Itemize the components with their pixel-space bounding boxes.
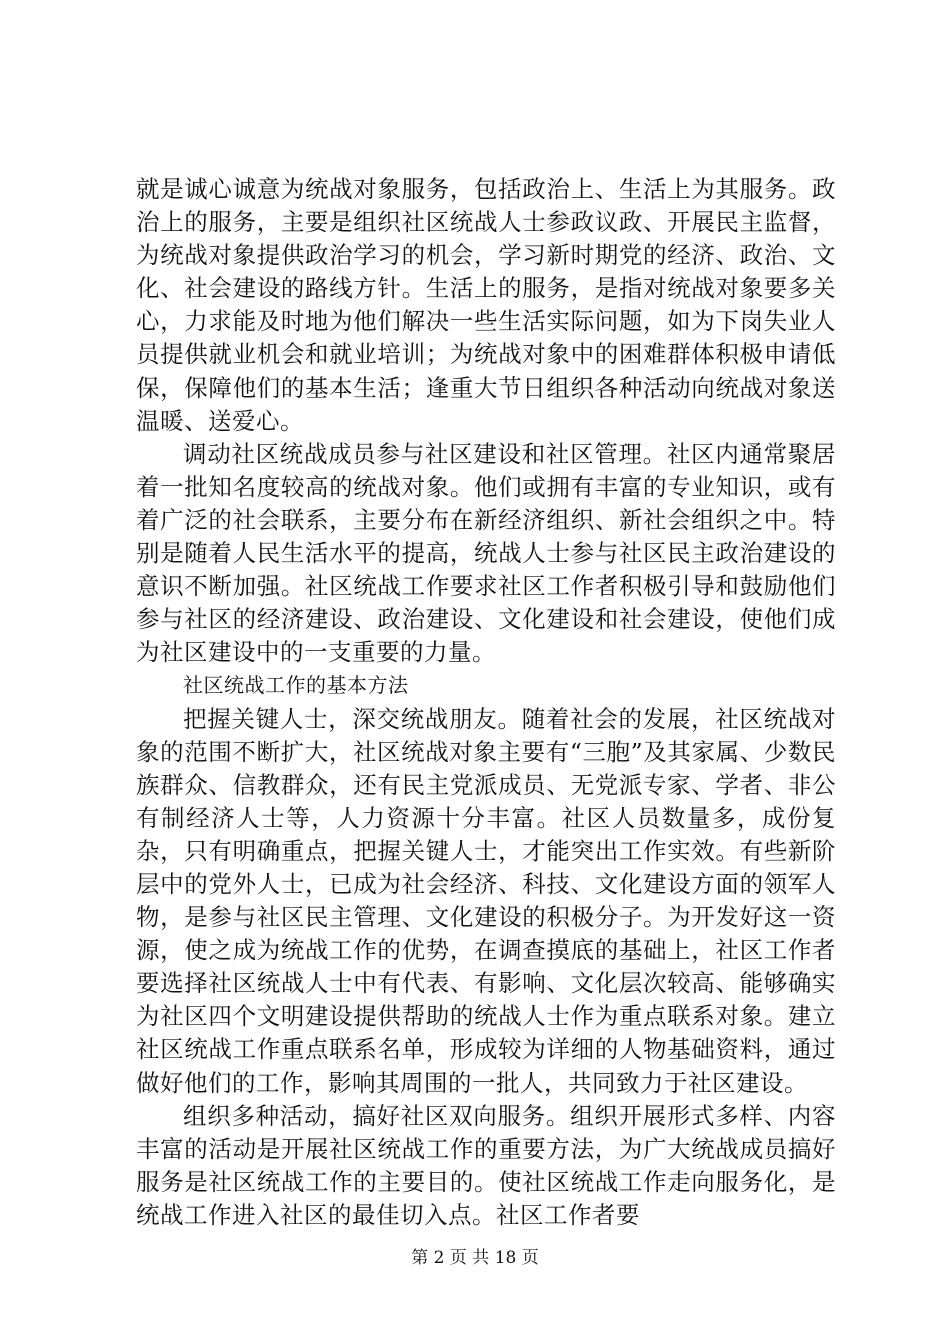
paragraph-organize-activities: 组织多种活动，搞好社区双向服务。组织开展形式多样、内容丰富的活动是开展社区统战工作的重要方法，为广大统战成员搞好服务是社区统战工作的主要目的。使社区统战工作走向服务化，是统战工作进入社区的最佳切入点。社区工作者要	[136, 1101, 836, 1229]
page-number-footer: 第 2 页 共 18 页	[411, 1248, 539, 1268]
paragraph-key-persons: 把握关键人士，深交统战朋友。随着社会的发展，社区统战对象的范围不断扩大，社区统战对象主要有“三胞”及其家属、少数民族群众、信教群众，还有民主党派成员、无党派专家、学者、非公有制经济人士等，人力资源十分丰富。社区人员数量多，成份复杂，只有明确重点，把握关键人士，才能突出工作实效。有些新阶层中的党外人士，已成为社会经济、科技、文化建设方面的领军人物，是参与社区民主管理、文化建设的积极分子。为开发好这一资源，使之成为统战工作的优势，在调查摸底的基础上，社区工作者要选择社区统战人士中有代表、有影响、文化层次较高、能够确实为社区四个文明建设提供帮助的统战人士作为重点联系对象。建立社区统战工作重点联系名单，形成较为详细的人物基础资料，通过做好他们的工作，影响其周围的一批人，共同致力于社区建设。	[136, 704, 836, 1097]
paragraph-service-continuation: 就是诚心诚意为统战对象服务，包括政治上、生活上为其服务。政治上的服务，主要是组织社区统战人士参政议政、开展民主监督，为统战对象提供政治学习的机会，学习新时期党的经济、政治、文化、社会建设的路线方针。生活上的服务，是指对统战对象要多关心，力求能及时地为他们解决一些生活实际问题，如为下岗失业人员提供就业机会和就业培训；为统战对象中的困难群体积极申请低保，保障他们的基本生活；逢重大节日组织各种活动向统战对象送温暖、送爱心。	[136, 175, 836, 435]
paragraph-mobilize-members: 调动社区统战成员参与社区建设和社区管理。社区内通常聚居着一批知名度较高的统战对象。他们或拥有丰富的专业知识，或有着广泛的社会联系，主要分布在新经济组织、新社会组织之中。特别是随着人民生活水平的提高，统战人士参与社区民主政治建设的意识不断加强。社区统战工作要求社区工作者积极引导和鼓励他们参与社区的经济建设、政治建设、文化建设和社会建设，使他们成为社区建设中的一支重要的力量。	[136, 439, 836, 667]
body-text	[136, 173, 836, 1232]
section-heading-basic-methods: 社区统战工作的基本方法	[183, 673, 409, 698]
